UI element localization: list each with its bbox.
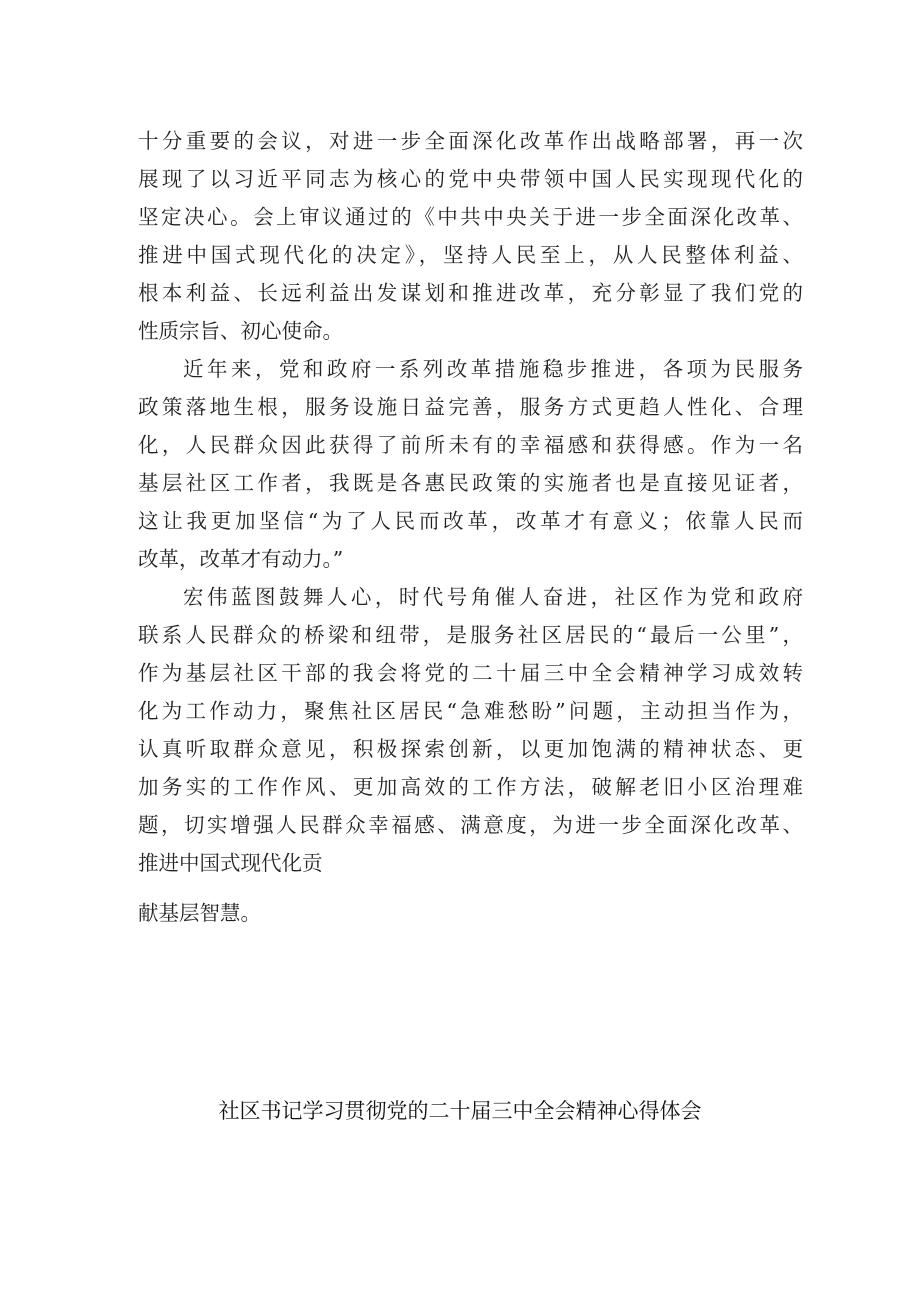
text-line: 基层社区工作者，我既是各惠民政策的实施者也是直接见证者， (138, 471, 803, 495)
text-line: 十分重要的会议，对进一步全面深化改革作出战略部署，再一次 (138, 129, 803, 153)
paragraph-2 (138, 350, 803, 578)
text-line: 推进中国式现代化的决定》，坚持人民至上，从人民整体利益、 (138, 243, 803, 267)
text-line: 这让我更加坚信“为了人民而改革，改革才有意义；依靠人民而 (138, 509, 803, 533)
text-line: 化为工作动力，聚焦社区居民“急难愁盼”问题，主动担当作为， (138, 699, 803, 723)
text-line: 根本利益、长远利益出发谋划和推进改革，充分彰显了我们党的 (138, 281, 803, 305)
text-line: 宏伟蓝图鼓舞人心，时代号角催人奋进，社区作为党和政府 (183, 585, 803, 609)
text-line: 作为基层社区干部的我会将党的二十届三中全会精神学习成效转 (138, 661, 803, 685)
text-line: 改革，改革才有动力。” (138, 547, 344, 571)
paragraph-4 (138, 894, 803, 932)
text-line: 献基层智慧。 (138, 901, 261, 925)
text-line: 加务实的工作作风、更加高效的工作方法，破解老旧小区治理难 (138, 775, 803, 799)
document-body (138, 122, 803, 932)
text-line: 化，人民群众因此获得了前所未有的幸福感和获得感。作为一名 (138, 433, 803, 457)
paragraph-1 (138, 122, 803, 350)
text-line: 联系人民群众的桥梁和纽带，是服务社区居民的“最后一公里”， (138, 623, 803, 647)
text-line: 性质宗旨、初心使命。 (138, 319, 343, 343)
text-line: 认真听取群众意见，积极探索创新，以更加饱满的精神状态、更 (138, 737, 803, 761)
text-line: 展现了以习近平同志为核心的党中央带领中国人民实现现代化的 (138, 167, 803, 191)
paragraph-3 (138, 578, 803, 882)
text-line: 坚定决心。会上审议通过的《中共中央关于进一步全面深化改革、 (138, 205, 803, 229)
text-line: 近年来，党和政府一系列改革措施稳步推进，各项为民服务 (183, 357, 803, 381)
text-line: 政策落地生根，服务设施日益完善，服务方式更趋人性化、合理 (138, 395, 803, 419)
text-line: 题，切实增强人民群众幸福感、满意度，为进一步全面深化改革、 (138, 813, 803, 837)
article-heading: 社区书记学习贯彻党的二十届三中全会精神心得体会 (218, 1099, 702, 1123)
text-line: 推进中国式现代化贡 (138, 851, 323, 875)
